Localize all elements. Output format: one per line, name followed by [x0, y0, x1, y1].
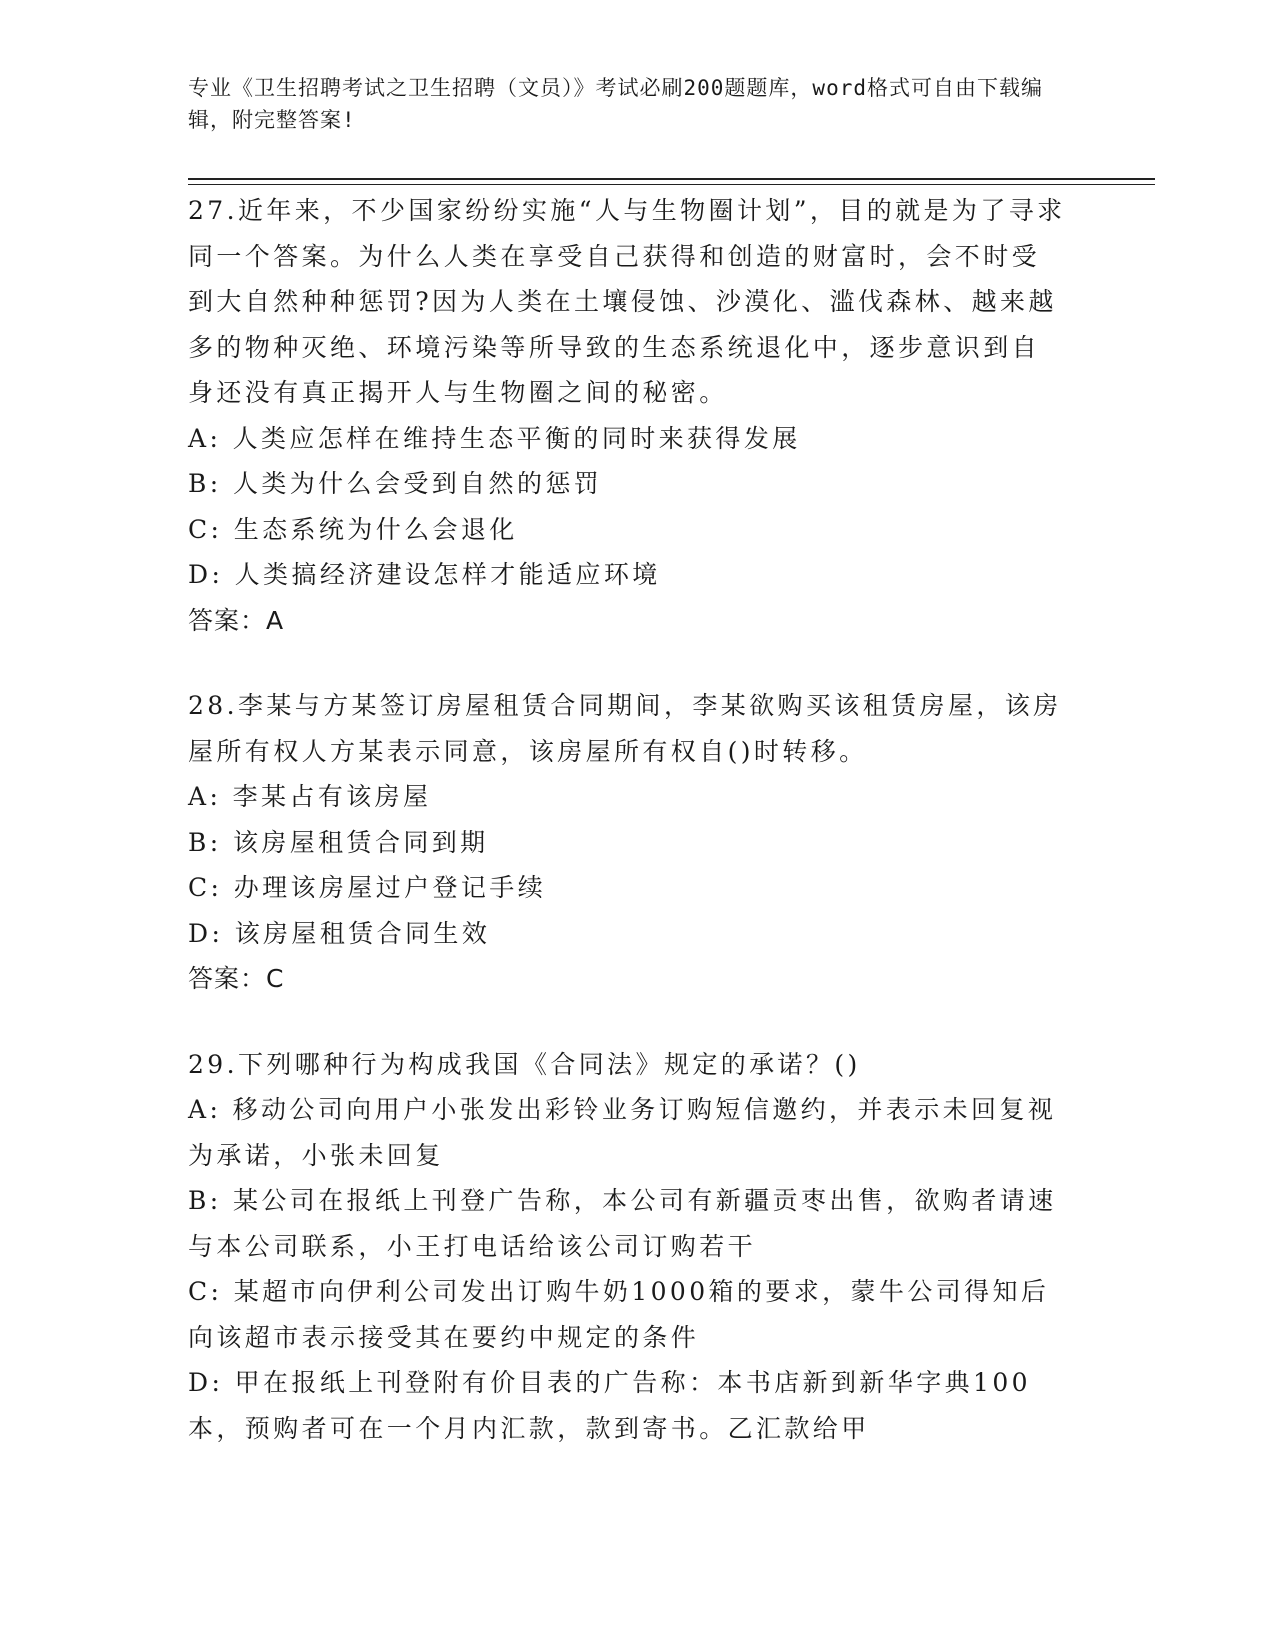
option-d: D: 人类搞经济建设怎样才能适应环境	[188, 560, 661, 589]
question-28	[188, 683, 1068, 1002]
option-d: D: 甲在报纸上刊登附有价目表的广告称：本书店新到新华字典100本，预购者可在一个月内汇款，款到寄书。乙汇款给甲	[188, 1368, 1031, 1443]
header-divider-thin	[188, 184, 1155, 185]
question-29	[188, 1042, 1068, 1452]
answer-label: 答案：A	[188, 605, 285, 635]
answer-label: 答案：C	[188, 964, 285, 993]
option-d: D: 该房屋租赁合同生效	[188, 918, 491, 948]
option-b: B: 人类为什么会受到自然的惩罚	[188, 469, 603, 498]
option-a: A: 移动公司向用户小张发出彩铃业务订购短信邀约，并表示未回复视为承诺，小张未回复	[188, 1095, 1057, 1170]
option-a: A: 人类应怎样在维持生态平衡的同时来获得发展	[188, 423, 801, 453]
question-stem: 28.李某与方某签订房屋租赁合同期间，李某欲购买该租赁房屋，该房屋所有权人方某表示同意，该房屋所有权自()时转移。	[188, 691, 1062, 766]
header-divider	[188, 178, 1155, 180]
option-b: B: 某公司在报纸上刊登广告称，本公司有新疆贡枣出售，欲购者请速与本公司联系，小王打电话给该公司订购若干	[188, 1186, 1057, 1261]
option-a: A: 李某占有该房屋	[188, 782, 432, 811]
option-b: B: 该房屋租赁合同到期	[188, 827, 489, 857]
question-27	[188, 188, 1068, 643]
option-c: C: 某超市向伊利公司发出订购牛奶1000箱的要求，蒙牛公司得知后向该超市表示接受其在要约中规定的条件	[188, 1277, 1050, 1352]
question-stem: 27.近年来，不少国家纷纷实施“人与生物圈计划”，目的就是为了寻求同一个答案。为什么人类在享受自己获得和创造的财富时，会不时受到大自然种种惩罚?因为人类在土壤侵蚀、沙漠化、滥伐森林、越来越多的物种灭绝、环境污染等所导致的生态系统退化中，逐步意识到自身还没有真正揭开人与生物圈之间的秘密。	[188, 196, 1066, 407]
question-list	[188, 188, 1068, 1491]
option-c: C: 生态系统为什么会退化	[188, 514, 518, 544]
document-header: 专业《卫生招聘考试之卫生招聘（文员）》考试必刷200题题库，word格式可自由下载编辑，附完整答案!	[188, 76, 1043, 132]
question-stem: 29.下列哪种行为构成我国《合同法》规定的承诺？()	[188, 1049, 861, 1079]
option-c: C: 办理该房屋过户登记手续	[188, 873, 547, 902]
